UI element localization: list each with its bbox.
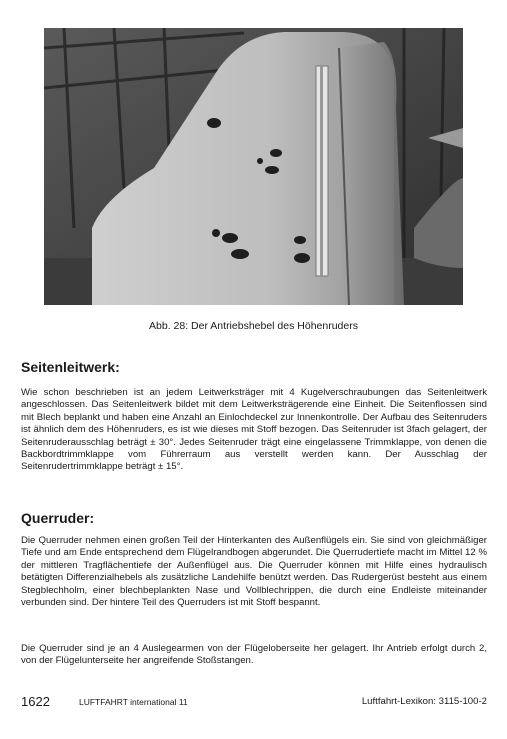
section-heading-seitenleitwerk: Seitenleitwerk: (21, 359, 120, 375)
figure-caption: Abb. 28: Der Antriebshebel des Höhenruders (149, 320, 358, 332)
section-heading-querruder: Querruder: (21, 510, 95, 526)
tail-fin-photo (44, 28, 463, 305)
magazine-issue: LUFTFAHRT international 11 (79, 697, 188, 707)
lexicon-reference: Luftfahrt-Lexikon: 3115-100-2 (361, 696, 487, 707)
paragraph-querruder-2: Die Querruder sind je an 4 Auslegearmen von der Flügeloberseite her gelagert. Ihr Antrieb erfolgt durch 2, von der Flügelunterseite her angreifende Stoßstangen. (21, 643, 487, 667)
paragraph-seitenleitwerk: Wie schon beschrieben ist an jedem Leitwerksträger mit 4 Kugelverschraubungen das Seitenleitwerk angeschlossen. Das Seitenleitwerk bildet mit dem Leitwerksträgerende eine Einheit. Die Seitenflossen sind mit Blech beplankt und haben eine Anzahl an Einlochdeckel zur Innenkontrolle. Der Aufbau des Seitenruders ist ähnlich dem des Höhenruders, es ist wie dieses mit Stoff bezogen. Das Seitenruder ist 3fach gelagert, der Seitenruderausschlag beträgt ± 30°. Jedes Seitenruder trägt eine eingelassene Trimmklappe, von denen die Backbordtrimmklappe vom Führerraum aus verstellt werden kann. Der Ausschlag der Seitenrudertrimmklappe beträgt ± 15°. (21, 387, 487, 473)
page-number: 1622 (21, 694, 50, 709)
paragraph-querruder-1: Die Querruder nehmen einen großen Teil der Hinterkanten des Außenflügels ein. Sie sind von gleichmäßiger Tiefe und am Ende entsprechend dem Flügelrandbogen abgerundet. Die Querrudertiefe macht im Mittel 12 % der mittleren Tragflächentiefe der Außenflügel aus. Die Querruder können mit Hilfe eines hydraulisch betätigten Differenzialhebels als zusätzliche Landehilfe benützt werden. Das Rudergerüst besteht aus einem Stegblechholm, einer blechbeplankten Nase und Vollblechrippen, die durch eine Endleiste miteinander verbunden sind. Der hintere Teil des Querruders ist mit Stoff bespannt. (21, 535, 487, 609)
